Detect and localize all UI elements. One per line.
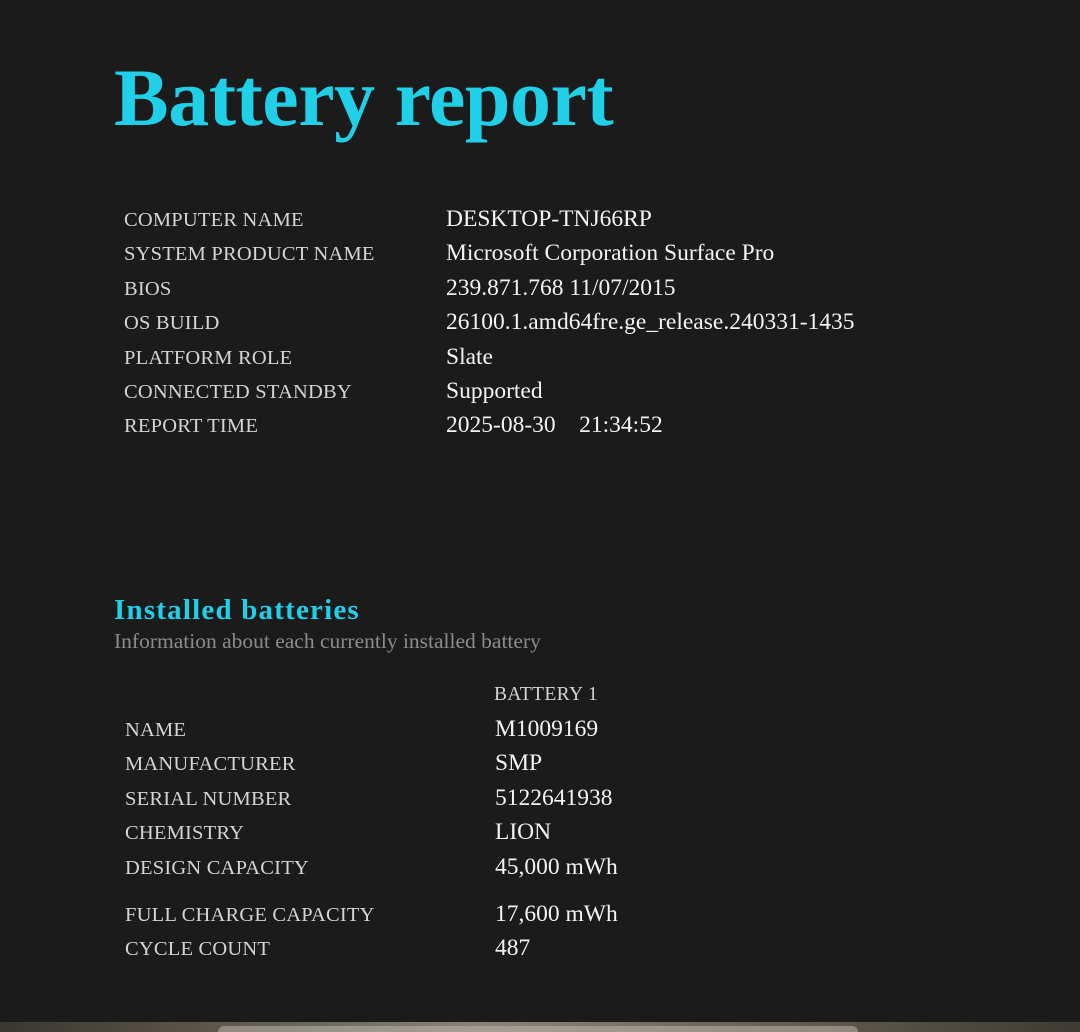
page-title: Battery report [114,52,614,143]
underlying-window-edge [218,1026,858,1032]
battery-column-header: BATTERY 1 [494,684,599,705]
battery-value: 5122641938 [495,784,613,811]
info-value: Supported [446,377,543,404]
installed-batteries-subtitle: Information about each currently installed battery [114,629,541,653]
battery-value: M1009169 [495,716,599,742]
info-value: Slate [446,343,493,370]
battery-label: NAME [125,719,187,741]
info-label: SYSTEM PRODUCT NAME [124,243,375,266]
info-label: BIOS [124,277,172,300]
info-value: 26100.1.amd64fre.ge_release.240331-1435 [446,309,855,336]
info-value: 239.871.768 11/07/2015 [446,274,676,301]
battery-value: 17,600 mWh [495,900,618,927]
battery-label: CHEMISTRY [125,822,245,845]
battery-label: FULL CHARGE CAPACITY [125,903,375,926]
battery-label: MANUFACTURER [125,753,296,776]
info-label: REPORT TIME [124,415,259,438]
info-value: Microsoft Corporation Surface Pro [446,240,775,267]
battery-value: LION [495,819,552,846]
battery-value: 487 [495,935,531,962]
info-label: PLATFORM ROLE [124,346,293,369]
battery-value: SMP [495,750,543,777]
info-value: 2025-08-30 21:34:52 [446,412,663,439]
desktop-background-strip [0,1022,1080,1032]
battery-value: 45,000 mWh [495,853,618,880]
battery-label: SERIAL NUMBER [125,787,292,810]
info-label: COMPUTER NAME [124,209,304,231]
battery-label: CYCLE COUNT [125,938,271,961]
info-value: DESKTOP-TNJ66RP [446,206,652,232]
battery-label: DESIGN CAPACITY [125,856,309,879]
info-label: CONNECTED STANDBY [124,380,352,403]
installed-batteries-heading: Installed batteries [114,594,360,626]
info-label: OS BUILD [124,312,220,335]
